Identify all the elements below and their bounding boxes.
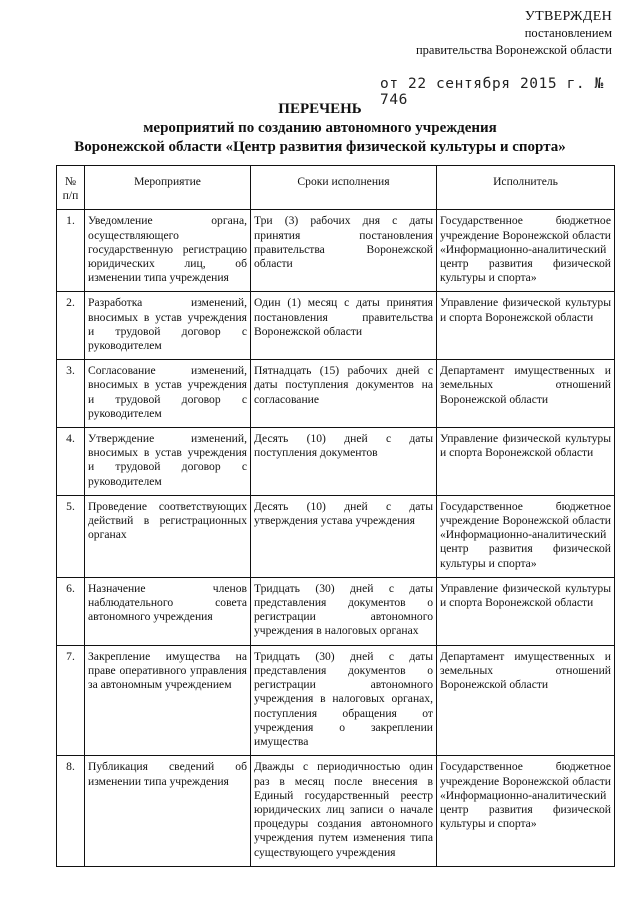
- approval-line-2: правительства Воронежской области: [415, 43, 612, 57]
- row-event: Закрепление имущества на праве оперативного управления за автономным учреждением: [85, 645, 251, 755]
- table-row: [57, 292, 615, 360]
- header-executor: Исполнитель: [437, 166, 615, 210]
- row-event: Утверждение изменений, вносимых в устав учреждения и трудовой договор с руководителем: [85, 428, 251, 496]
- row-number: 8.: [57, 756, 85, 866]
- row-number: 5.: [57, 495, 85, 577]
- row-executor: Департамент имущественных и земельных отношений Воронежской области: [437, 360, 615, 428]
- row-number: 1.: [57, 210, 85, 292]
- table-row: [57, 495, 615, 577]
- row-term: Один (1) месяц с даты принятия постановления правительства Воронежской области: [251, 292, 437, 360]
- row-event: Согласование изменений, вносимых в устав учреждения и трудовой договор с руководителем: [85, 360, 251, 428]
- table-row: [57, 756, 615, 866]
- row-executor: Управление физической культуры и спорта Воронежской области: [437, 577, 615, 645]
- row-event: Проведение соответствующих действий в регистрационных органах: [85, 495, 251, 577]
- title-line-2: мероприятий по созданию автономного учреждения: [143, 120, 497, 136]
- title-line-1: ПЕРЕЧЕНЬ: [278, 101, 362, 117]
- title-line-3: Воронежской области «Центр развития физической культуры и спорта»: [74, 139, 566, 155]
- approval-heading: УТВЕРЖДЕН: [524, 9, 612, 24]
- row-event: Уведомление органа, осуществляющего государственную регистрацию юридических лиц, об изменении типа учреждения: [85, 210, 251, 292]
- row-event: Разработка изменений, вносимых в устав учреждения и трудовой договор с руководителем: [85, 292, 251, 360]
- row-executor: Департамент имущественных и земельных отношений Воронежской области: [437, 645, 615, 755]
- table-row: [57, 210, 615, 292]
- table-row: [57, 645, 615, 755]
- approval-line-1: постановлением: [524, 26, 612, 40]
- header-term: Сроки исполнения: [251, 166, 437, 210]
- row-term: Тридцать (30) дней с даты представления документов о регистрации автономного учреждения в налоговых органах, поступления обращения от учреждения о закреплении имущества: [251, 645, 437, 755]
- table-header-row: [57, 166, 615, 210]
- row-term: Дважды с периодичностью один раз в месяц после внесения в Единый государственный реестр юридических лиц записи о начале процедуры создания автономного учреждения путем изменения типа существующего учреждения: [251, 756, 437, 866]
- table-row: [57, 428, 615, 496]
- document-title: [0, 100, 640, 157]
- row-term: Десять (10) дней с даты утверждения устава учреждения: [251, 495, 437, 577]
- header-event: Мероприятие: [85, 166, 251, 210]
- row-event: Публикация сведений об изменении типа учреждения: [85, 756, 251, 866]
- row-executor: Управление физической культуры и спорта Воронежской области: [437, 292, 615, 360]
- row-number: 6.: [57, 577, 85, 645]
- row-number: 4.: [57, 428, 85, 496]
- header-number: № п/п: [57, 166, 85, 210]
- table-row: [57, 360, 615, 428]
- row-term: Десять (10) дней с даты поступления документов: [251, 428, 437, 496]
- row-executor: Государственное бюджетное учреждение Воронежской области «Информационно-аналитический центр развития физической культуры и спорта»: [437, 210, 615, 292]
- decree-date-stamp: от 22 сентября 2015 г. № 746: [380, 76, 604, 108]
- approval-block: [416, 8, 612, 59]
- row-term: Тридцать (30) дней с даты представления документов о регистрации автономного учреждения в налоговых органах: [251, 577, 437, 645]
- table-row: [57, 577, 615, 645]
- row-executor: Государственное бюджетное учреждение Воронежской области «Информационно-аналитический центр развития физической культуры и спорта»: [437, 756, 615, 866]
- row-number: 3.: [57, 360, 85, 428]
- row-executor: Управление физической культуры и спорта Воронежской области: [437, 428, 615, 496]
- row-number: 7.: [57, 645, 85, 755]
- events-table: [56, 165, 615, 867]
- row-event: Назначение членов наблюдательного совета автономного учреждения: [85, 577, 251, 645]
- row-executor: Государственное бюджетное учреждение Воронежской области «Информационно-аналитический центр развития физической культуры и спорта»: [437, 495, 615, 577]
- row-term: Три (3) рабочих дня с даты принятия постановления правительства Воронежской области: [251, 210, 437, 292]
- row-number: 2.: [57, 292, 85, 360]
- row-term: Пятнадцать (15) рабочих дней с даты поступления документов на согласование: [251, 360, 437, 428]
